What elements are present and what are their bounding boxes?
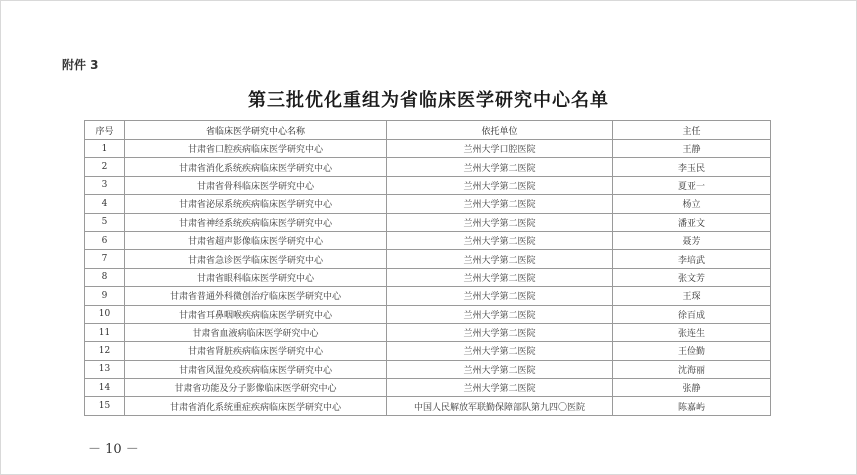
row-number: 7 xyxy=(85,250,125,268)
row-number: 14 xyxy=(85,379,125,397)
table-row xyxy=(85,342,771,360)
supporting-unit: 兰州大学口腔医院 xyxy=(387,140,613,158)
row-number: 13 xyxy=(85,360,125,378)
supporting-unit: 兰州大学第二医院 xyxy=(387,213,613,231)
header-center-name: 省临床医学研究中心名称 xyxy=(125,121,387,140)
table-row xyxy=(85,323,771,341)
header-number: 序号 xyxy=(85,121,125,140)
center-name: 甘肃省眼科临床医学研究中心 xyxy=(125,268,387,286)
center-name: 甘肃省肾脏疾病临床医学研究中心 xyxy=(125,342,387,360)
row-number: 15 xyxy=(85,397,125,415)
attachment-label: 附件 3 xyxy=(62,58,99,72)
director: 沈海丽 xyxy=(613,360,771,378)
director: 李玉民 xyxy=(613,158,771,176)
supporting-unit: 兰州大学第二医院 xyxy=(387,268,613,286)
director: 张静 xyxy=(613,379,771,397)
supporting-unit: 兰州大学第二医院 xyxy=(387,250,613,268)
supporting-unit: 兰州大学第二医院 xyxy=(387,176,613,194)
director: 徐百成 xyxy=(613,305,771,323)
table-row xyxy=(85,305,771,323)
row-number: 8 xyxy=(85,268,125,286)
director: 李培武 xyxy=(613,250,771,268)
center-name: 甘肃省风湿免疫疾病临床医学研究中心 xyxy=(125,360,387,378)
table-row xyxy=(85,250,771,268)
table-row xyxy=(85,213,771,231)
table-row xyxy=(85,287,771,305)
director: 陈嘉屿 xyxy=(613,397,771,415)
row-number: 4 xyxy=(85,195,125,213)
table-row xyxy=(85,360,771,378)
table-row xyxy=(85,140,771,158)
center-name: 甘肃省急诊医学临床医学研究中心 xyxy=(125,250,387,268)
director: 王琛 xyxy=(613,287,771,305)
supporting-unit: 兰州大学第二医院 xyxy=(387,158,613,176)
supporting-unit: 兰州大学第二医院 xyxy=(387,342,613,360)
table-row xyxy=(85,268,771,286)
table-row xyxy=(85,231,771,249)
table-row xyxy=(85,397,771,415)
header-director: 主任 xyxy=(613,121,771,140)
row-number: 5 xyxy=(85,213,125,231)
center-name: 甘肃省消化系统重症疾病临床医学研究中心 xyxy=(125,397,387,415)
director: 张连生 xyxy=(613,323,771,341)
row-number: 3 xyxy=(85,176,125,194)
supporting-unit: 兰州大学第二医院 xyxy=(387,287,613,305)
table-row xyxy=(85,195,771,213)
director: 潘亚文 xyxy=(613,213,771,231)
supporting-unit: 兰州大学第二医院 xyxy=(387,231,613,249)
table-row xyxy=(85,176,771,194)
director: 杨立 xyxy=(613,195,771,213)
center-name: 甘肃省骨科临床医学研究中心 xyxy=(125,176,387,194)
center-name: 甘肃省血液病临床医学研究中心 xyxy=(125,323,387,341)
row-number: 9 xyxy=(85,287,125,305)
document-title: 第三批优化重组为省临床医学研究中心名单 xyxy=(248,90,609,111)
table-row xyxy=(85,158,771,176)
center-name: 甘肃省消化系统疾病临床医学研究中心 xyxy=(125,158,387,176)
supporting-unit: 兰州大学第二医院 xyxy=(387,360,613,378)
center-name: 甘肃省功能及分子影像临床医学研究中心 xyxy=(125,379,387,397)
center-name: 甘肃省耳鼻咽喉疾病临床医学研究中心 xyxy=(125,305,387,323)
center-name: 甘肃省普通外科微创治疗临床医学研究中心 xyxy=(125,287,387,305)
header-supporting-unit: 依托单位 xyxy=(387,121,613,140)
table-header-row xyxy=(85,121,771,140)
row-number: 2 xyxy=(85,158,125,176)
director: 王俭勤 xyxy=(613,342,771,360)
research-center-table xyxy=(84,120,771,416)
director: 夏亚一 xyxy=(613,176,771,194)
row-number: 6 xyxy=(85,231,125,249)
row-number: 1 xyxy=(85,140,125,158)
supporting-unit: 中国人民解放军联勤保障部队第九四〇医院 xyxy=(387,397,613,415)
row-number: 11 xyxy=(85,323,125,341)
row-number: 12 xyxy=(85,342,125,360)
director: 聂芳 xyxy=(613,231,771,249)
page-number: － 10 － xyxy=(88,442,139,457)
center-name: 甘肃省超声影像临床医学研究中心 xyxy=(125,231,387,249)
supporting-unit: 兰州大学第二医院 xyxy=(387,195,613,213)
center-name: 甘肃省泌尿系统疾病临床医学研究中心 xyxy=(125,195,387,213)
director: 张文芳 xyxy=(613,268,771,286)
supporting-unit: 兰州大学第二医院 xyxy=(387,379,613,397)
supporting-unit: 兰州大学第二医院 xyxy=(387,323,613,341)
table-row xyxy=(85,379,771,397)
director: 王静 xyxy=(613,140,771,158)
center-name: 甘肃省口腔疾病临床医学研究中心 xyxy=(125,140,387,158)
supporting-unit: 兰州大学第二医院 xyxy=(387,305,613,323)
center-name: 甘肃省神经系统疾病临床医学研究中心 xyxy=(125,213,387,231)
row-number: 10 xyxy=(85,305,125,323)
